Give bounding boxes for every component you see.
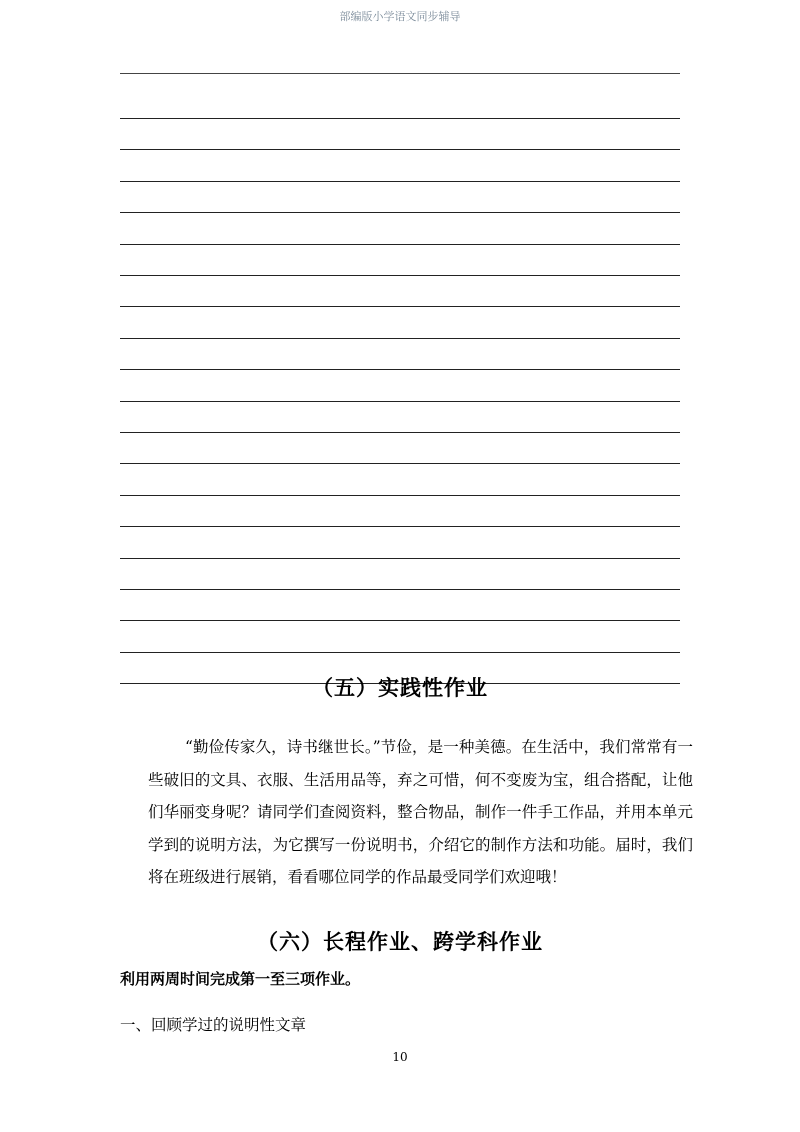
page-header: 部编版小学语文同步辅导: [339, 10, 461, 23]
answer-line: [120, 275, 680, 276]
answer-line: [120, 118, 680, 119]
answer-line: [120, 432, 680, 433]
answer-line: [120, 306, 680, 307]
answer-line: [120, 620, 680, 621]
section-5-title: （五）实践性作业: [312, 676, 488, 700]
page-number: 10: [392, 1050, 408, 1064]
answer-line: [120, 526, 680, 527]
section-6-instruction: 利用两周时间完成第一至三项作业。: [120, 970, 361, 988]
section-6-item-1: 一、回顾学过的说明性文章: [120, 1016, 307, 1034]
answer-line: [120, 369, 680, 370]
section-6-title: （六）长程作业、跨学科作业: [257, 930, 543, 954]
answer-line: [120, 652, 680, 653]
answer-line: [120, 558, 680, 559]
answer-line: [120, 244, 680, 245]
answer-line: [120, 181, 680, 182]
answer-line: [120, 401, 680, 402]
answer-line: [120, 212, 680, 213]
answer-line: [120, 149, 680, 150]
answer-line: [120, 463, 680, 464]
top-rule: [120, 73, 680, 74]
answer-line: [120, 495, 680, 496]
answer-line: [120, 589, 680, 590]
section-5-paragraph: “勤俭传家久，诗书继世长。”节俭，是一种美德。在生活中，我们常常有一些破旧的文具、衣服、生活用品等，弃之可惜，何不变废为宝，组合搭配，让他们华丽变身呢？请同学们查阅资料，整合物品，制作一件手工作品，并用本单元学到的说明方法，为它撰写一份说明书，介绍它的制作方法和功能。届时，我们将在班级进行展销，看看哪位同学的作品最受同学们欢迎哦！: [148, 738, 693, 886]
answer-line: [120, 338, 680, 339]
